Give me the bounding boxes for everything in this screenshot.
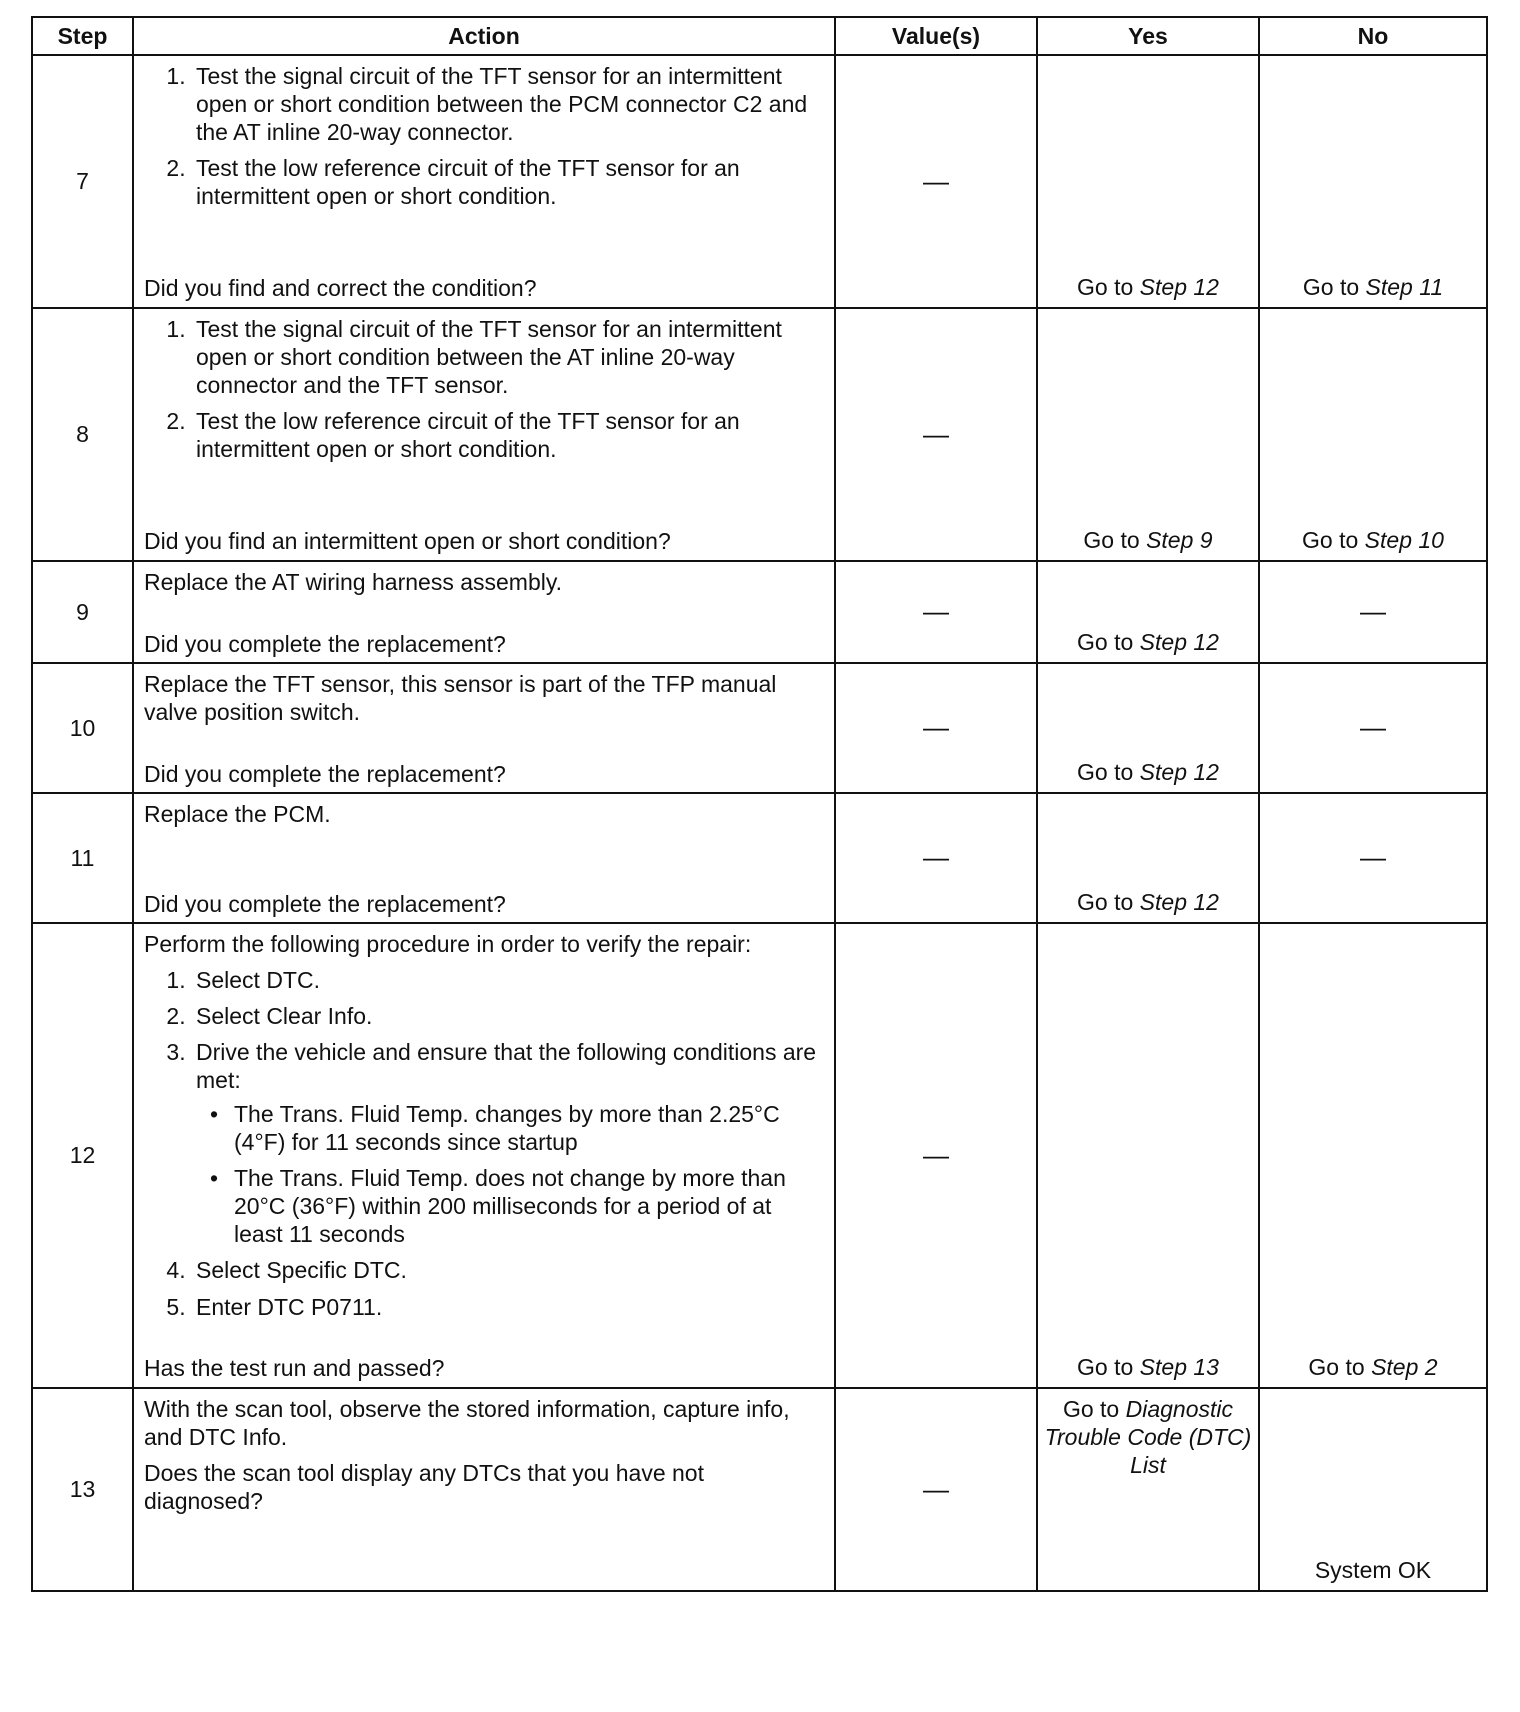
- action-cell: [133, 561, 835, 663]
- action-cell: [133, 923, 835, 1388]
- no-link[interactable]: Step 10: [1364, 526, 1444, 553]
- yes-cell: Go to Step 13: [1037, 923, 1259, 1388]
- action-question: Did you find and correct the condition?: [144, 274, 537, 301]
- action-item: 1. Select DTC.: [192, 966, 820, 994]
- action-text: Replace the PCM.: [144, 801, 331, 827]
- action-item: 2. Select Clear Info.: [192, 1002, 820, 1030]
- action-item: 5. Enter DTC P0711.: [192, 1293, 820, 1321]
- yes-link[interactable]: Step 9: [1146, 526, 1213, 553]
- action-cell: [133, 793, 835, 923]
- action-question: Did you complete the replacement?: [144, 890, 506, 917]
- header-step: Step: [32, 17, 133, 55]
- table-row: [32, 561, 1487, 663]
- condition-bullet: • The Trans. Fluid Temp. changes by more than 2.25°C (4°F) for 11 seconds since startup: [230, 1100, 820, 1156]
- action-question: Has the test run and passed?: [144, 1354, 445, 1381]
- value-cell: —: [835, 1388, 1037, 1591]
- no-cell: Go to Step 11: [1259, 55, 1487, 308]
- step-number: 12: [32, 923, 133, 1388]
- yes-cell: Go to Step 12: [1037, 793, 1259, 923]
- action-question: Did you find an intermittent open or short condition?: [144, 527, 671, 554]
- step-number: 10: [32, 663, 133, 793]
- action-question: Did you complete the replacement?: [144, 760, 506, 787]
- yes-link[interactable]: Step 12: [1139, 888, 1219, 915]
- step-number: 11: [32, 793, 133, 923]
- no-link[interactable]: Step 11: [1365, 273, 1444, 300]
- table-row: [32, 1388, 1487, 1591]
- yes-cell: Go to Step 9: [1037, 308, 1259, 561]
- action-item: 2. Test the low reference circuit of the TFT sensor for an intermittent open or short condition.: [192, 407, 820, 463]
- value-cell: —: [835, 561, 1037, 663]
- action-item: 1. Test the signal circuit of the TFT sensor for an intermittent open or short condition between the AT inline 20-way connector and the TFT sensor.: [192, 315, 820, 399]
- no-link[interactable]: Step 2: [1371, 1353, 1438, 1380]
- table-row: [32, 663, 1487, 793]
- action-item: 2. Test the low reference circuit of the TFT sensor for an intermittent open or short condition.: [192, 154, 820, 210]
- action-item: 3. Drive the vehicle and ensure that the following conditions are met: • The Trans. Fluid Temp. changes by more than 2.25°C (4°F) for 11 seconds since startup • The Trans. Fluid Temp. does not change by more than 20°C (36°F) within 200 milliseconds for a period of at least 11 seconds: [192, 1038, 820, 1248]
- table-row: [32, 793, 1487, 923]
- action-question: Does the scan tool display any DTCs that you have not diagnosed?: [144, 1460, 704, 1515]
- no-cell: Go to Step 10: [1259, 308, 1487, 561]
- action-cell: [133, 308, 835, 561]
- action-item: 1. Test the signal circuit of the TFT sensor for an intermittent open or short condition between the PCM connector C2 and the AT inline 20-way connector.: [192, 62, 820, 146]
- header-no: No: [1259, 17, 1487, 55]
- no-cell: System OK: [1259, 1388, 1487, 1591]
- no-cell: —: [1259, 663, 1487, 793]
- action-text: Replace the AT wiring harness assembly.: [144, 569, 563, 595]
- yes-link[interactable]: Step 12: [1139, 758, 1219, 785]
- yes-link[interactable]: Step 13: [1139, 1353, 1219, 1380]
- yes-link[interactable]: Diagnostic Trouble Code (DTC) List: [1044, 1396, 1252, 1479]
- step-number: 8: [32, 308, 133, 561]
- header-yes: Yes: [1037, 17, 1259, 55]
- value-cell: —: [835, 55, 1037, 308]
- yes-cell: Go to Step 12: [1037, 561, 1259, 663]
- condition-bullet: • The Trans. Fluid Temp. does not change by more than 20°C (36°F) within 200 milliseconds for a period of at least 11 seconds: [230, 1164, 820, 1248]
- action-intro: Perform the following procedure in order to verify the repair:: [144, 931, 752, 957]
- table-row: [32, 308, 1487, 561]
- no-cell: —: [1259, 561, 1487, 663]
- action-cell: [133, 55, 835, 308]
- action-question: Did you complete the replacement?: [144, 630, 506, 657]
- step-number: 13: [32, 1388, 133, 1591]
- action-item: 4. Select Specific DTC.: [192, 1256, 820, 1284]
- table-row: [32, 55, 1487, 308]
- yes-link[interactable]: Step 12: [1139, 273, 1219, 300]
- yes-cell: Go to Diagnostic Trouble Code (DTC) List: [1037, 1388, 1259, 1591]
- action-text: With the scan tool, observe the stored information, capture info, and DTC Info.: [144, 1396, 790, 1451]
- yes-cell: Go to Step 12: [1037, 663, 1259, 793]
- action-cell: [133, 663, 835, 793]
- action-text: Replace the TFT sensor, this sensor is part of the TFP manual valve position switch.: [144, 671, 777, 726]
- yes-cell: Go to Step 12: [1037, 55, 1259, 308]
- value-cell: —: [835, 663, 1037, 793]
- header-values: Value(s): [835, 17, 1037, 55]
- action-cell: [133, 1388, 835, 1591]
- no-cell: Go to Step 2: [1259, 923, 1487, 1388]
- header-row: [32, 17, 1487, 55]
- value-cell: —: [835, 793, 1037, 923]
- diagnostic-table: [31, 16, 1488, 1592]
- value-cell: —: [835, 308, 1037, 561]
- header-action: Action: [133, 17, 835, 55]
- step-number: 9: [32, 561, 133, 663]
- yes-link[interactable]: Step 12: [1139, 628, 1219, 655]
- value-cell: —: [835, 923, 1037, 1388]
- no-cell: —: [1259, 793, 1487, 923]
- table-row: [32, 923, 1487, 1388]
- step-number: 7: [32, 55, 133, 308]
